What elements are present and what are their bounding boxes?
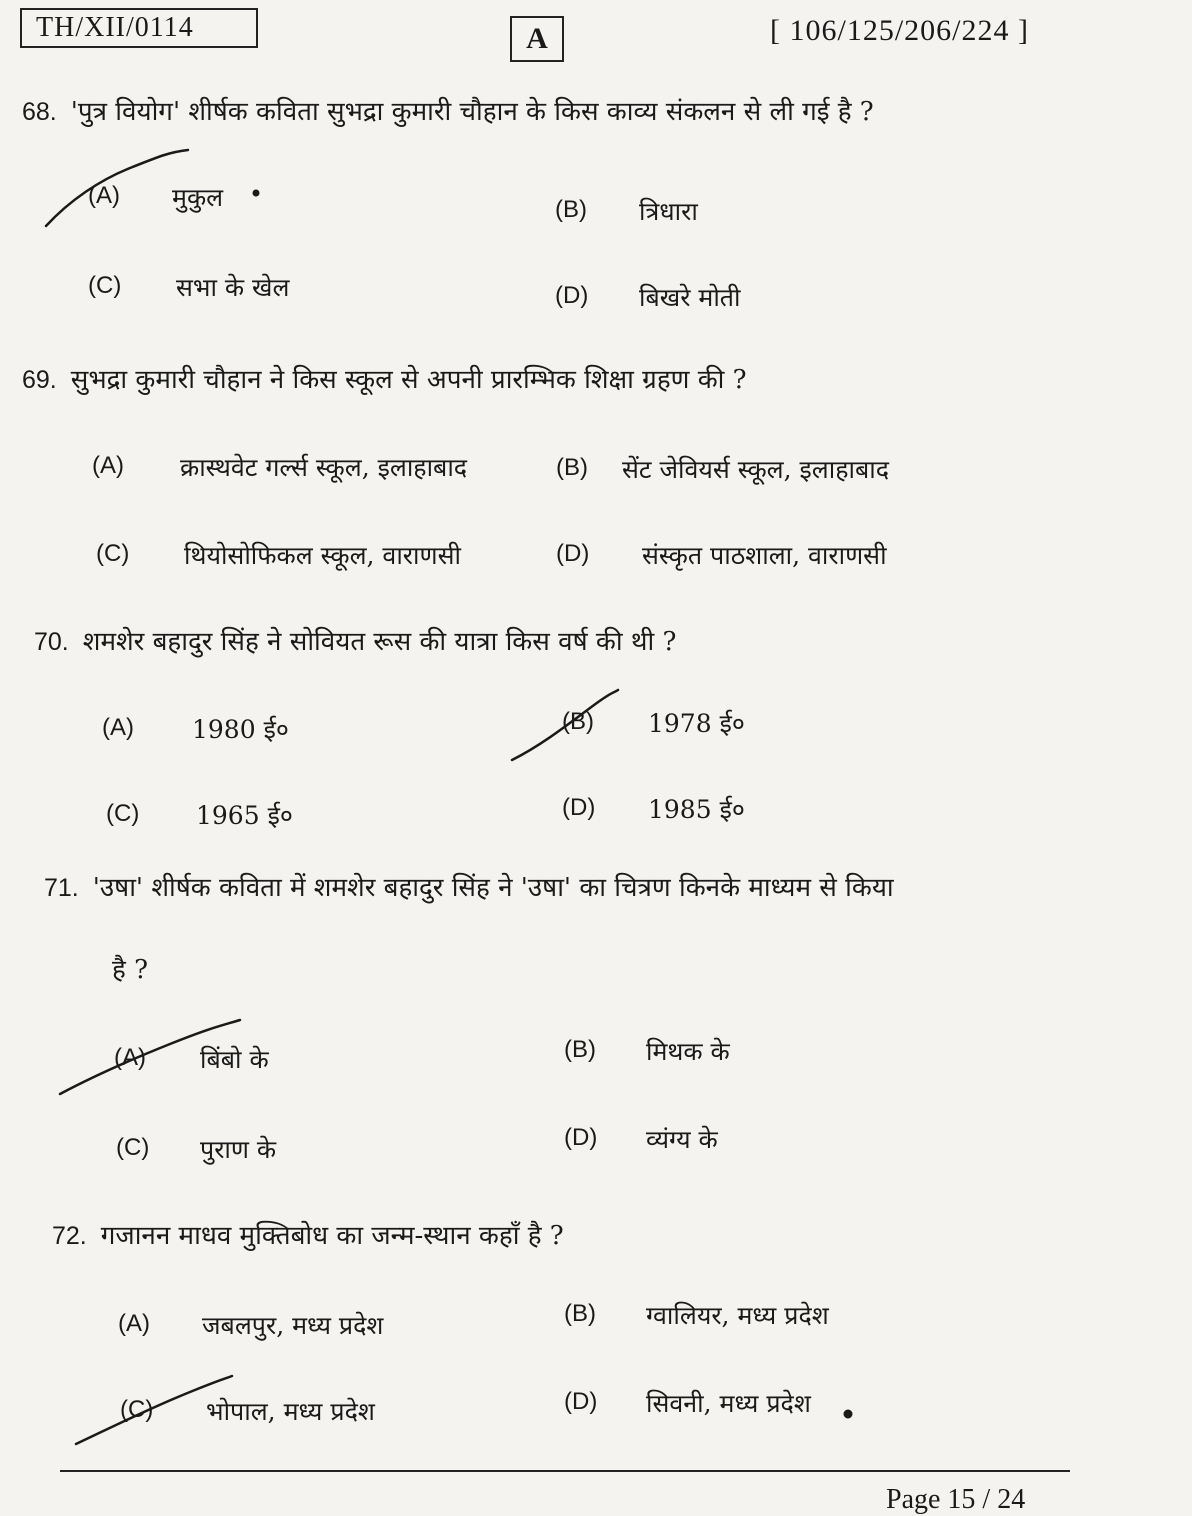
option-text: 1985 ई०: [648, 795, 745, 824]
option-label: (B): [556, 454, 588, 481]
question-69: [22, 360, 747, 396]
option-text: भोपाल, मध्य प्रदेश: [206, 1397, 375, 1426]
question-68: [22, 92, 874, 128]
option-label: (D): [564, 1124, 598, 1151]
option-text: 1980 ई०: [192, 715, 289, 744]
option-text: त्रिधारा: [639, 197, 698, 226]
question-text: 'उषा' शीर्षक कविता में शमशेर बहादुर सिंह ने 'उषा' का चित्रण किनके माध्यम से किया: [92, 873, 894, 903]
question-text: सुभद्रा कुमारी चौहान ने किस स्कूल से अपनी प्रारम्भिक शिक्षा ग्रहण की ?: [70, 365, 747, 395]
option-text: बिखरे मोती: [639, 283, 741, 312]
question-71-continuation: है ?: [112, 955, 149, 985]
subject-codes: [ 106/125/206/224 ]: [770, 14, 1029, 47]
option-label: (C): [116, 1134, 150, 1161]
option-text: ग्वालियर, मध्य प्रदेश: [646, 1301, 829, 1330]
question-number: 71.: [44, 874, 79, 902]
question-number: 68.: [22, 98, 57, 126]
option-text: संस्कृत पाठशाला, वाराणसी: [642, 541, 887, 570]
question-text: गजानन माधव मुक्तिबोध का जन्म-स्थान कहाँ है ?: [100, 1221, 564, 1251]
option-text: थियोसोफिकल स्कूल, वाराणसी: [184, 541, 461, 570]
question-72: [52, 1216, 564, 1252]
option-text: जबलपुर, मध्य प्रदेश: [202, 1311, 384, 1340]
paper-code: TH/XII/0114: [20, 8, 258, 48]
option-text: सभा के खेल: [176, 273, 290, 302]
question-text: 'पुत्र वियोग' शीर्षक कविता सुभद्रा कुमारी चौहान के किस काव्य संकलन से ली गई है ?: [70, 97, 874, 127]
option-text: व्यंग्य के: [646, 1125, 718, 1154]
option-label: (D): [556, 540, 590, 567]
option-text: 1965 ई०: [196, 801, 293, 830]
option-label: (C): [106, 800, 140, 827]
footer-rule: [60, 1470, 1070, 1472]
option-text: क्रास्थवेट गर्ल्स स्कूल, इलाहाबाद: [180, 453, 468, 482]
option-text: मुकुल: [172, 183, 224, 212]
question-number: 69.: [22, 366, 57, 394]
option-label: (B): [555, 196, 587, 223]
question-71: [44, 868, 894, 904]
option-text: 1978 ई०: [648, 709, 745, 738]
option-label: (A): [88, 182, 120, 209]
option-label: (B): [562, 708, 594, 735]
option-text: सिवनी, मध्य प्रदेश: [646, 1389, 811, 1418]
option-label: (A): [114, 1044, 146, 1071]
option-label: (B): [564, 1300, 596, 1327]
dot-mark: [844, 1410, 853, 1419]
option-label: (C): [96, 540, 130, 567]
option-label: (D): [555, 282, 589, 309]
question-text: शमशेर बहादुर सिंह ने सोवियत रूस की यात्रा किस वर्ष की थी ?: [82, 627, 677, 657]
option-text: बिंबो के: [200, 1045, 269, 1074]
option-label: (D): [564, 1388, 598, 1415]
set-badge: A: [510, 16, 564, 62]
question-number: 72.: [52, 1222, 87, 1250]
option-label: (A): [102, 714, 134, 741]
option-label: (D): [562, 794, 596, 821]
page-number: Page 15 / 24: [886, 1484, 1026, 1515]
dot-mark: [253, 190, 260, 197]
option-label: (B): [564, 1036, 596, 1063]
option-label: (A): [118, 1310, 150, 1337]
option-text: मिथक के: [646, 1037, 730, 1066]
option-label: (C): [88, 272, 122, 299]
option-text: सेंट जेवियर्स स्कूल, इलाहाबाद: [622, 455, 889, 484]
option-label: (C): [120, 1396, 154, 1423]
question-70: [34, 622, 676, 658]
option-label: (A): [92, 452, 124, 479]
option-text: पुराण के: [200, 1135, 277, 1164]
question-number: 70.: [34, 628, 69, 656]
